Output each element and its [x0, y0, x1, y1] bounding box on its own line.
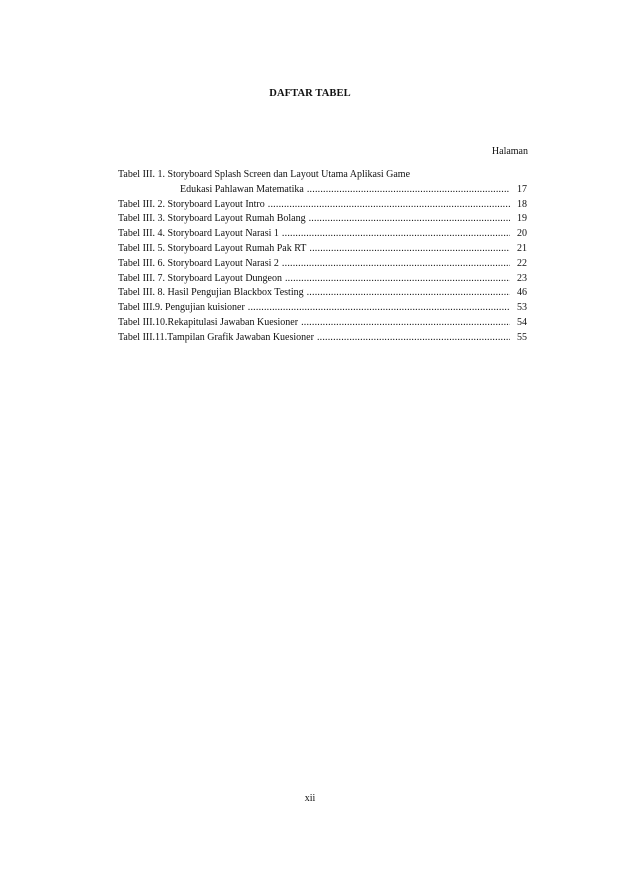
list-item-6-label: Tabel III. 6. Storyboard Layout Narasi 2 [118, 257, 279, 269]
page-column-label: Halaman [491, 146, 528, 157]
list-item-8 [118, 286, 527, 301]
list-item-5-page: 21 [517, 242, 527, 254]
dot-leader [309, 242, 510, 257]
dot-leader [248, 301, 510, 316]
list-item-10 [118, 316, 527, 331]
list-item-8-page: 46 [517, 287, 527, 299]
list-item-10-label: Tabel III.10.Rekapitulasi Jawaban Kuesioner [118, 316, 299, 328]
list-item-7-page: 23 [517, 272, 527, 284]
page-number: xii [304, 793, 316, 804]
list-item-9-label: Tabel III.9. Pengujian kuisioner [118, 302, 245, 314]
list-item-6 [118, 257, 527, 272]
list-item-9 [118, 301, 527, 316]
dot-leader [307, 183, 510, 198]
dot-leader [307, 286, 510, 301]
list-item-9-page: 53 [517, 302, 527, 314]
list-item-1 [118, 168, 527, 198]
dot-leader [282, 227, 510, 242]
list-item-7-label: Tabel III. 7. Storyboard Layout Dungeon [118, 272, 282, 284]
list-item-11-page: 55 [517, 331, 527, 343]
dot-leader [282, 257, 510, 272]
table-list [118, 168, 527, 346]
list-item-2-label: Tabel III. 2. Storyboard Layout Intro [118, 198, 265, 210]
list-item-3 [118, 212, 527, 227]
list-item-11-label: Tabel III.11.Tampilan Grafik Jawaban Kuesioner [118, 331, 314, 343]
dot-leader [309, 212, 510, 227]
list-item-7 [118, 272, 527, 287]
page-title: DAFTAR TABEL [269, 88, 351, 99]
list-item-1-line1: Tabel III. 1. Storyboard Splash Screen dan Layout Utama Aplikasi Game [118, 169, 411, 180]
list-item-6-page: 22 [517, 257, 527, 269]
list-item-2-page: 18 [517, 198, 527, 210]
dot-leader [301, 316, 510, 331]
dot-leader [285, 272, 510, 287]
list-item-5 [118, 242, 527, 257]
list-item-1-label: Edukasi Pahlawan Matematika [180, 183, 304, 195]
list-item-5-label: Tabel III. 5. Storyboard Layout Rumah Pak RT [118, 242, 307, 254]
list-item-2 [118, 198, 527, 213]
dot-leader [317, 331, 510, 346]
list-item-11 [118, 331, 527, 346]
list-item-4 [118, 227, 527, 242]
dot-leader [268, 198, 510, 213]
list-item-3-page: 19 [517, 213, 527, 225]
list-item-4-label: Tabel III. 4. Storyboard Layout Narasi 1 [118, 228, 279, 240]
list-item-8-label: Tabel III. 8. Hasil Pengujian Blackbox Testing [118, 287, 304, 299]
list-item-1-page: 17 [517, 183, 527, 195]
list-item-10-page: 54 [517, 316, 527, 328]
list-item-4-page: 20 [517, 228, 527, 240]
list-item-3-label: Tabel III. 3. Storyboard Layout Rumah Bolang [118, 213, 306, 225]
